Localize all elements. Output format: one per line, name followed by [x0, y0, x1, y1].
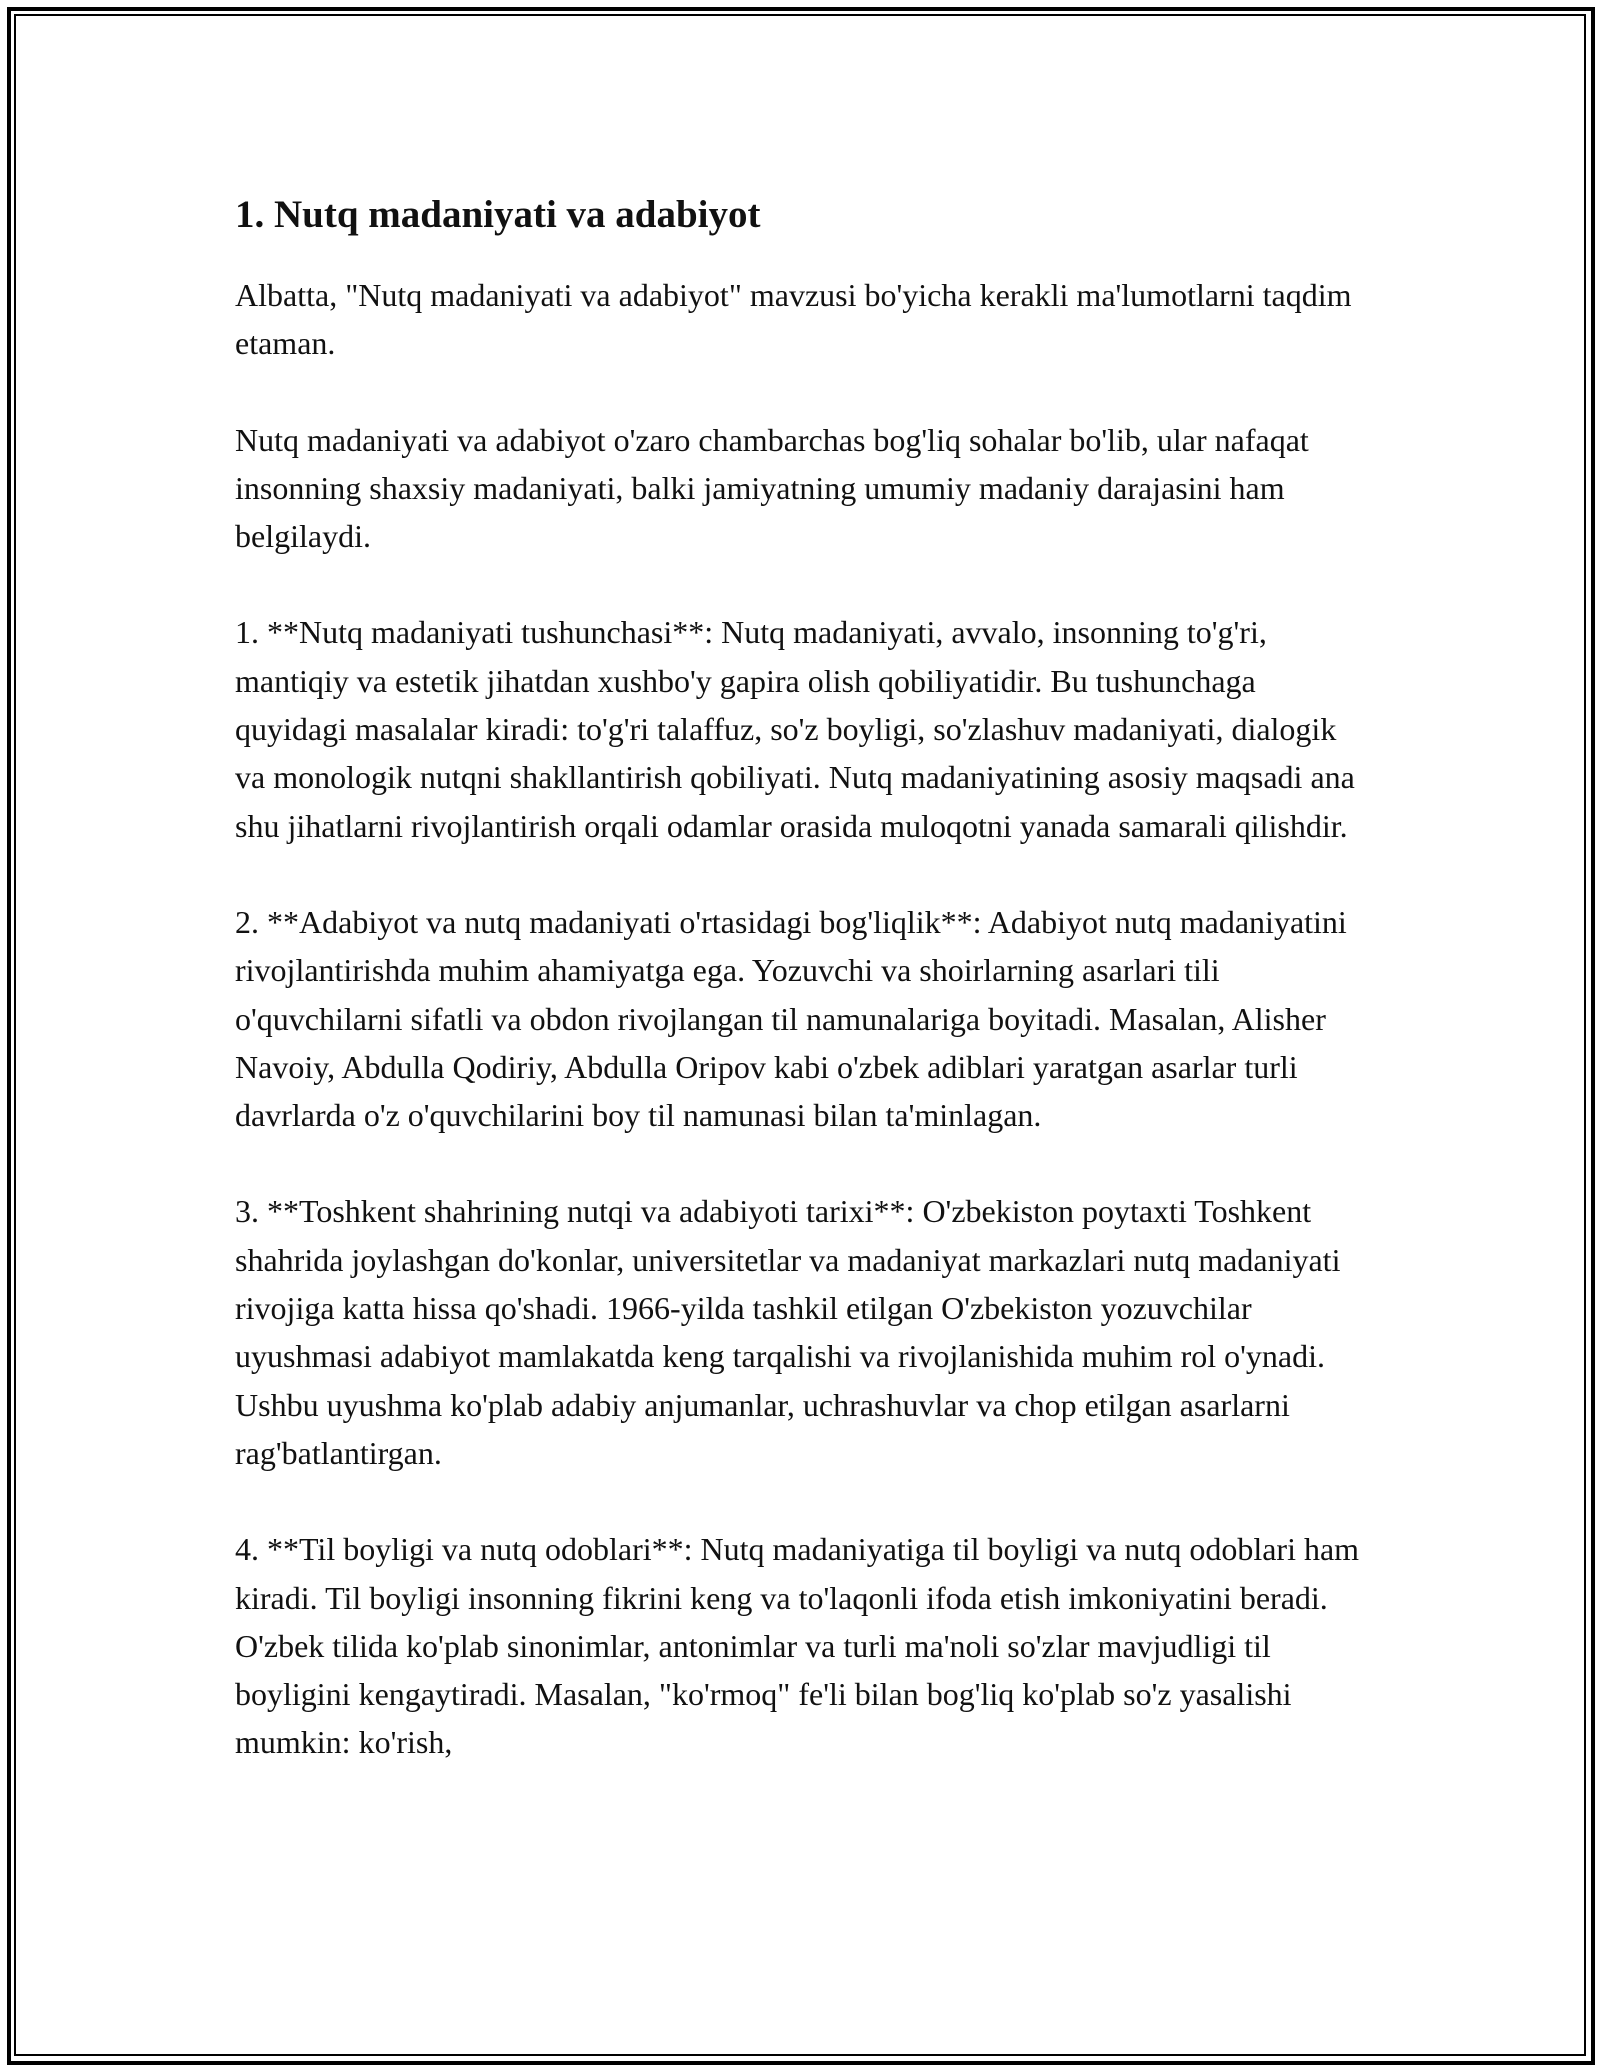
section-4-paragraph: 4. **Til boyligi va nutq odoblari**: Nutq madaniyatiga til boyligi va nutq odoblari ham kiradi. Til boyligi insonning fikrini keng va to'laqonli ifoda etish imkoniyatini beradi. O'zbek tilida ko'plab sinonimlar, antonimlar va turli ma'noli so'zlar mavjudligi til boyligini kengaytiradi. Masalan, "ko'rmoq" fe'li bilan bog'liq ko'plab so'z yasalishi mumkin: ko'rish, — [235, 1531, 1360, 1761]
intro-paragraph: Albatta, "Nutq madaniyati va adabiyot" mavzusi bo'yicha kerakli ma'lumotlarni taqdim etaman. — [235, 277, 1352, 362]
section-3-paragraph: 3. **Toshkent shahrining nutqi va adabiyoti tarixi**: O'zbekiston poytaxti Toshkent shahrida joylashgan do'konlar, universitetlar va madaniyat markazlari nutq madaniyati rivojiga katta hissa qo'shadi. 1966-yilda tashkil etilgan O'zbekiston yozuvchilar uyushmasi adabiyot mamlakatda keng tarqalishi va rivojlanishida muhim rol o'ynadi. Ushbu uyushma ko'plab adabiy anjumanlar, uchrashuvlar va chop etilgan asarlarni rag'batlantirgan. — [235, 1193, 1341, 1471]
document-body — [235, 185, 1365, 1767]
section-2-paragraph: 2. **Adabiyot va nutq madaniyati o'rtasidagi bog'liqlik**: Adabiyot nutq madaniyatini rivojlantirishda muhim ahamiyatga ega. Yozuvchi va shoirlarning asarlari tili o'quvchilarni sifatli va obdon rivojlangan til namunalariga boyitadi. Masalan, Alisher Navoiy, Abdulla Qodiriy, Abdulla Oripov kabi o'zbek adiblari yaratgan asarlar turli davrlarda o'z o'quvchilarini boy til namunasi bilan ta'minlagan. — [235, 903, 1347, 1134]
overview-paragraph: Nutq madaniyati va adabiyot o'zaro chambarchas bog'liq sohalar bo'lib, ular nafaqat insonning shaxsiy madaniyati, balki jamiyatning umumiy madaniy darajasini ham belgilaydi. — [235, 421, 1309, 555]
section-1-paragraph: 1. **Nutq madaniyati tushunchasi**: Nutq madaniyati, avvalo, insonning to'g'ri, mantiqiy va estetik jihatdan xushbo'y gapira olish qobiliyatidir. Bu tushunchaga quyidagi masalalar kiradi: to'g'ri talaffuz, so'z boyligi, so'zlashuv madaniyati, dialogik va monologik nutqni shakllantirish qobiliyati. Nutq madaniyatining asosiy maqsadi ana shu jihatlarni rivojlantirish orqali odamlar orasida muloqotni yanada samarali qilishdir. — [235, 614, 1355, 844]
document-title: 1. Nutq madaniyati va adabiyot — [235, 193, 761, 236]
